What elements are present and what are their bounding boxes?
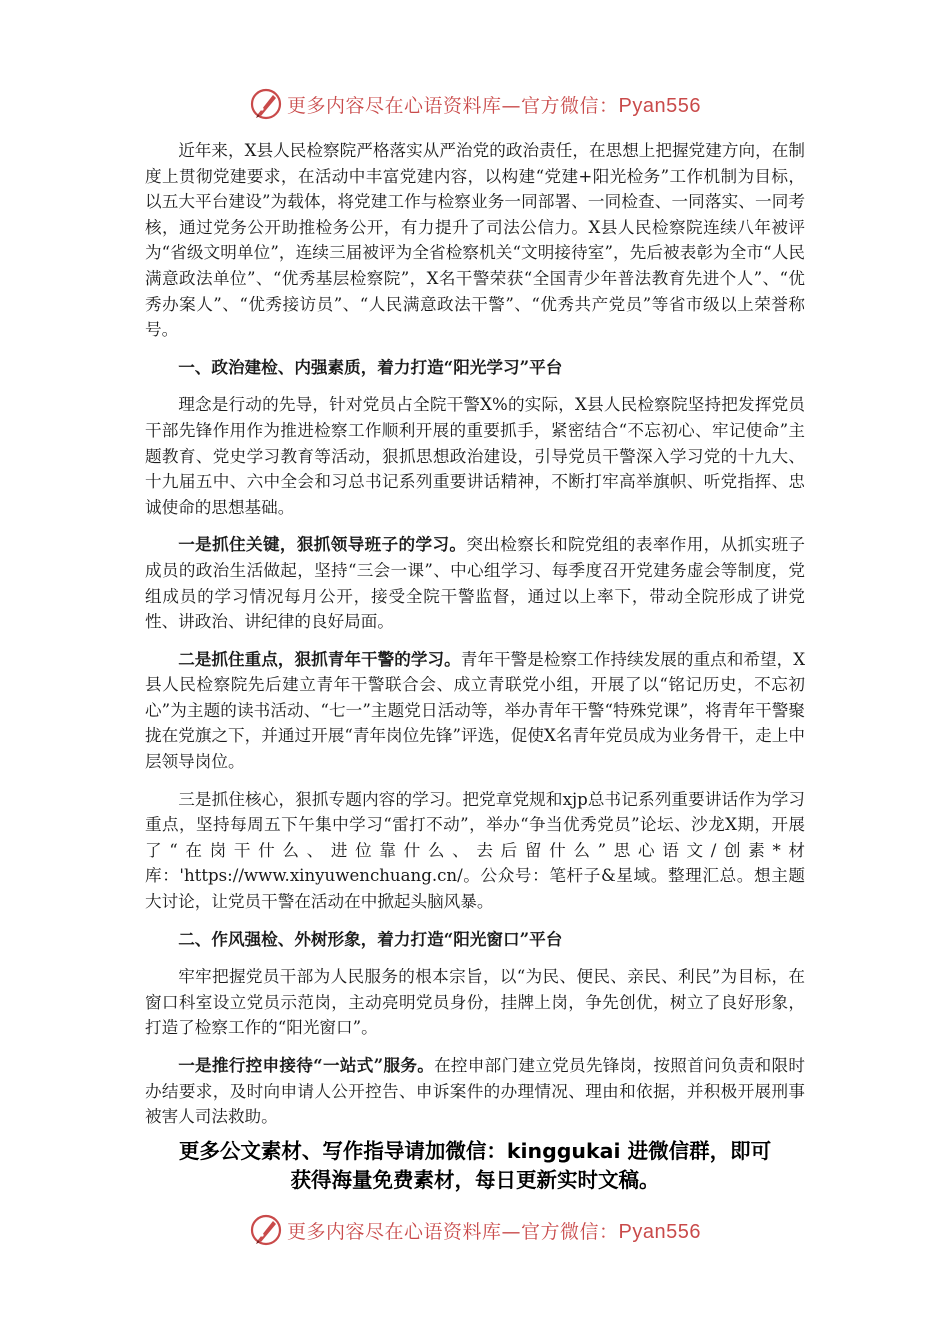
item-1-lead: 一是抓住关键，狠抓领导班子的学习。	[178, 534, 467, 555]
banner-text: 更多内容尽在心语资料库—官方微信：Pyan556	[287, 1220, 701, 1243]
fountain-pen-logo-icon	[249, 87, 283, 121]
intro-paragraph: 近年来，X县人民检察院严格落实从严治党的政治责任，在思想上把握党建方向，在制度上贯彻党建要求，在活动中丰富党建内容，以构建“党建+阳光检务”工作机制为目标，以五大平台建设”为载体，将党建工作与检察业务一同部署、一同检查、一同落实、一同考核，通过党务公开助推检务公开，有力提升了司法公信力。X县人民检察院连续八年被评为“省级文明单位”，连续三届被评为全省检察机关“文明接待室”，先后被表彰为全市“人民满意政法单位”、“优秀基层检察院”，X名干警荣获“全国青少年普法教育先进个人”、“优秀办案人”、“优秀接访员”、“人民满意政法干警”、“优秀共产党员”等省市级以上荣誉称号。	[145, 141, 805, 340]
section-2-heading: 二、作风强检、外树形象，着力打造“阳光窗口”平台	[178, 928, 563, 949]
document-body	[145, 138, 805, 1142]
item-1-text: 突出检察长和院党组的表率作用，从抓实班子成员的政治生活做起，坚持“三会一课”、中心组学习、每季度召开党建务虚会等制度，党组成员的学习情况每月公开，接受全院干警监督，通过以上率下，带动全院形成了讲党性、讲政治、讲纪律的良好局面。	[145, 535, 806, 632]
item-1-paragraph	[145, 532, 805, 634]
footer-banner	[0, 1210, 950, 1250]
item-2-paragraph	[145, 647, 805, 775]
item-2-text: 青年干警是检察工作持续发展的重点和希望，X县人民检察院先后建立青年干警联合会、成立青联党小组，开展了以“铭记历史，不忘初心”为主题的读书活动、“七一”主题党日活动等，举办青年干警“特殊党课”，将青年干警聚拢在党旗之下，并通过开展“青年岗位先锋”评选，促使X名青年党员成为业务骨干，走上中层领导岗位。	[145, 649, 806, 772]
item-4-paragraph	[145, 1053, 805, 1130]
section-1-heading: 一、政治建检、内强素质，着力打造“阳光学习”平台	[178, 356, 563, 377]
promo-notice	[100, 1137, 850, 1195]
header-banner	[0, 84, 950, 124]
banner-handle: Pyan556	[618, 94, 701, 117]
item-4-lead: 一是推行控申接待“一站式”服务。	[178, 1055, 435, 1075]
banner-text: 更多内容尽在心语资料库—官方微信：Pyan556	[287, 94, 701, 117]
section-2-intro: 牢牢把握党员干部为人民服务的根本宗旨，以“为民、便民、亲民、利民”为目标，在窗口科室设立党员示范岗，主动亮明党员身份，挂牌上岗，争先创优，树立了良好形象，打造了检察工作的“阳光窗口”。	[145, 967, 805, 1038]
section-1-intro: 理念是行动的先导，针对党员占全院干警X%的实际，X县人民检察院坚持把发挥党员干部先锋作用作为推进检察工作顺利开展的重要抓手，紧密结合“不忘初心、牢记使命”主题教育、党史学习教育等活动，狠抓思想政治建设，引导党员干警深入学习党的十九大、十九届五中、六中全会和习总书记系列重要讲话精神，不断打牢高举旗帜、听党指挥、忠诚使命的思想基础。	[145, 395, 805, 517]
item-4-text: 在控申部门建立党员先锋岗，按照首问负责和限时办结要求，及时向申请人公开控告、申诉案件的办理情况、理由和依据，并积极开展刑事被害人司法救助。	[145, 1056, 805, 1127]
item-3-paragraph: 三是抓住核心，狠抓专题内容的学习。把党章党规和xjp总书记系列重要讲话作为学习重点，坚持每周五下午集中学习“雷打不动”，举办“争当优秀党员”论坛、沙龙X期，开展了“在岗干什么、进位靠什么、去后留什么”思心语文/创素*材库：'https://www.xinyuwenchuang.cn/。公众号：笔杆子&星域。整理汇总。想主题大讨论，让党员干警在活动在中掀起头脑风暴。	[145, 789, 805, 912]
promo-line-1: 更多公文素材、写作指导请加微信：kinggukai 进微信群，即可	[178, 1139, 772, 1163]
fountain-pen-logo-icon	[249, 1213, 283, 1247]
banner-handle: Pyan556	[618, 1220, 701, 1243]
promo-line-2: 获得海量免费素材，每日更新实时文稿。	[290, 1168, 660, 1192]
item-2-lead: 二是抓住重点，狠抓青年干警的学习。	[178, 648, 461, 669]
